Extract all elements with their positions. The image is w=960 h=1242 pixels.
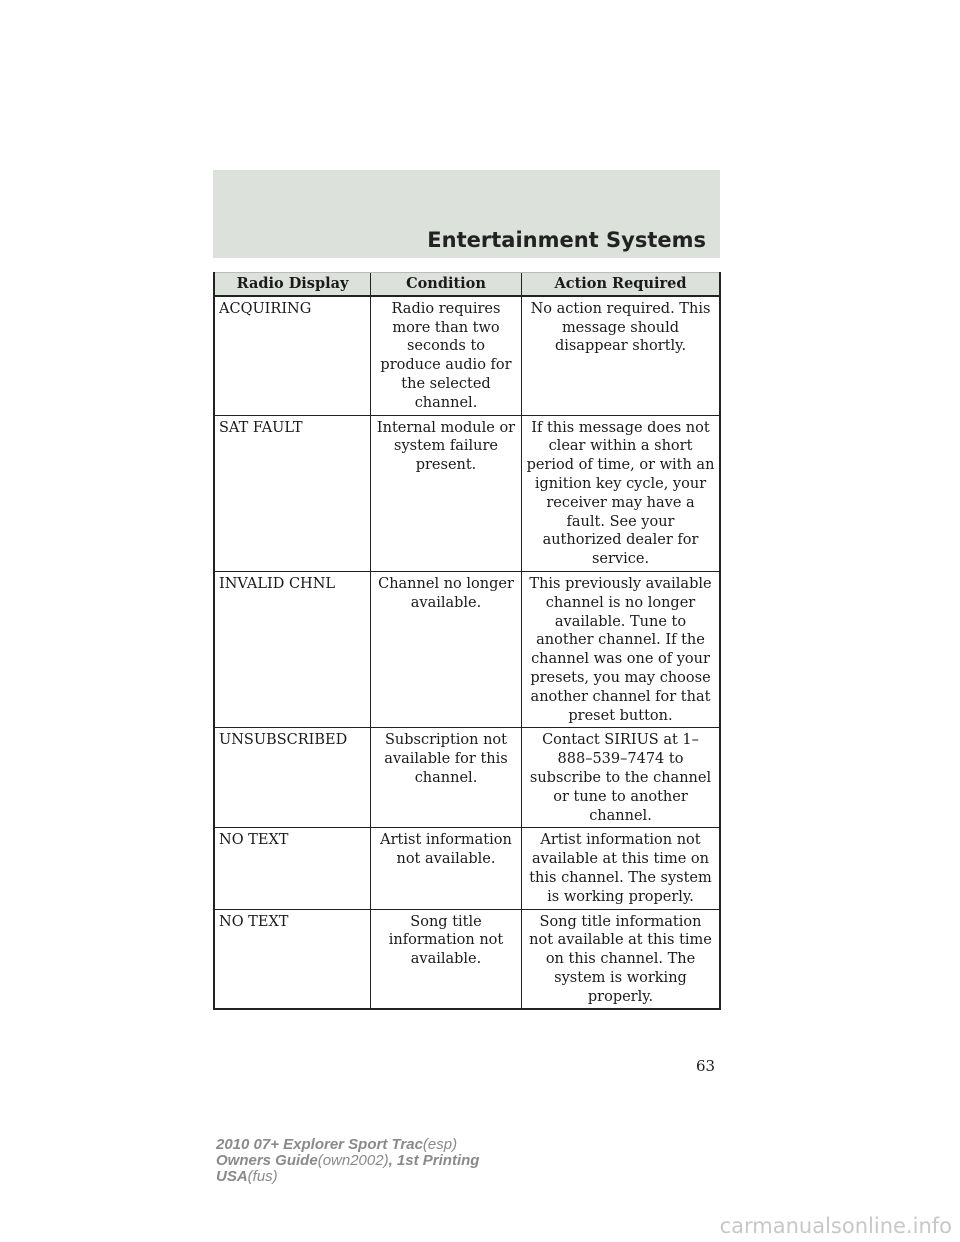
footer-model-code: (esp) xyxy=(422,1136,458,1153)
cell-radio-display: SAT FAULT xyxy=(214,415,371,571)
table-row xyxy=(214,828,720,909)
footer-market-code: (fus) xyxy=(247,1168,278,1185)
section-title: Entertainment Systems xyxy=(427,228,706,252)
table-row xyxy=(214,571,720,727)
cell-radio-display: ACQUIRING xyxy=(214,296,371,415)
page-number: 63 xyxy=(696,1057,716,1075)
radio-display-table xyxy=(213,272,721,1010)
cell-action-required: This previously available channel is no longer available. Tune to another channel. If the channel was one of your presets, you may choose another channel for that preset button. xyxy=(522,571,721,727)
footer-line-1 xyxy=(216,1137,479,1153)
watermark: carmanualsonline.info xyxy=(719,1214,952,1238)
cell-condition: Song title information not available. xyxy=(371,909,522,1009)
cell-action-required: Song title information not available at this time on this channel. The system is working properly. xyxy=(522,909,721,1009)
cell-condition: Subscription not available for this channel. xyxy=(371,728,522,828)
table-row xyxy=(214,728,720,828)
table-row xyxy=(214,296,720,415)
section-header xyxy=(213,170,720,258)
footer-guide-code: (own2002) xyxy=(317,1152,389,1169)
footer-market: USA xyxy=(216,1168,248,1185)
table-row xyxy=(214,909,720,1009)
column-header-radio-display: Radio Display xyxy=(214,273,371,296)
document-footer xyxy=(216,1137,479,1185)
cell-condition: Channel no longer available. xyxy=(371,571,522,727)
footer-printing: , 1st Printing xyxy=(388,1152,480,1169)
cell-radio-display: NO TEXT xyxy=(214,828,371,909)
footer-model: 2010 07+ Explorer Sport Trac xyxy=(216,1136,423,1153)
cell-condition: Internal module or system failure present. xyxy=(371,415,522,571)
footer-line-3 xyxy=(216,1169,479,1185)
cell-radio-display: NO TEXT xyxy=(214,909,371,1009)
footer-guide: Owners Guide xyxy=(216,1152,318,1169)
cell-action-required: Artist information not available at this time on this channel. The system is working properly. xyxy=(522,828,721,909)
cell-action-required: Contact SIRIUS at 1–888–539–7474 to subscribe to the channel or tune to another channel. xyxy=(522,728,721,828)
cell-action-required: No action required. This message should disappear shortly. xyxy=(522,296,721,415)
cell-radio-display: INVALID CHNL xyxy=(214,571,371,727)
column-header-action-required: Action Required xyxy=(522,273,721,296)
table-row xyxy=(214,415,720,571)
cell-action-required: If this message does not clear within a short period of time, or with an ignition key cycle, your receiver may have a fault. See your authorized dealer for service. xyxy=(522,415,721,571)
column-header-condition: Condition xyxy=(371,273,522,296)
cell-condition: Artist information not available. xyxy=(371,828,522,909)
table-header-row xyxy=(214,273,720,296)
cell-radio-display: UNSUBSCRIBED xyxy=(214,728,371,828)
footer-line-2 xyxy=(216,1153,479,1169)
cell-condition: Radio requires more than two seconds to produce audio for the selected channel. xyxy=(371,296,522,415)
